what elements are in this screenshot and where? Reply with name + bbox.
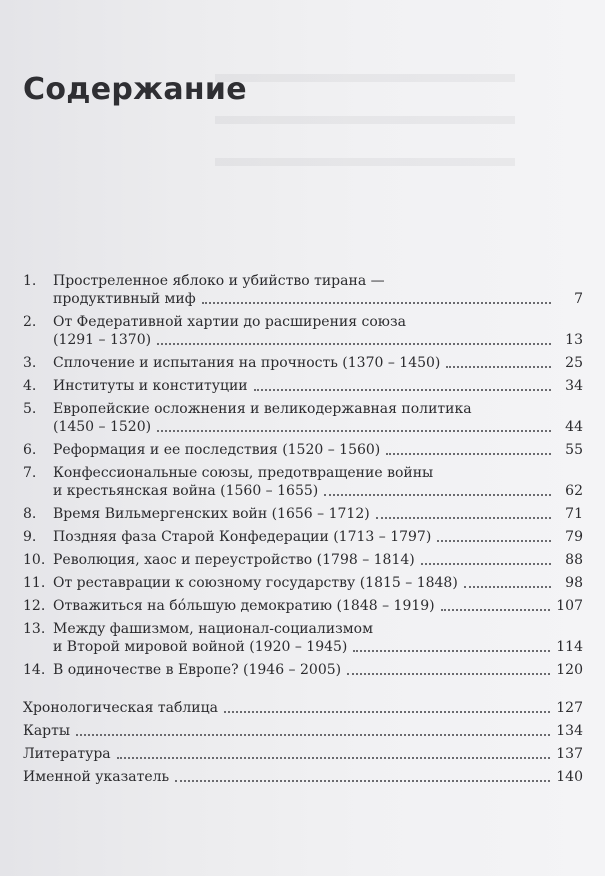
chapter-number: 14. <box>23 662 46 678</box>
page-number: 140 <box>556 769 583 785</box>
chapter-number: 13. <box>23 621 46 637</box>
toc-appendix-entry <box>23 745 583 763</box>
chapter-number: 9. <box>23 529 37 545</box>
show-through-decoration <box>215 58 515 188</box>
page-number: 107 <box>556 598 583 614</box>
toc-appendix-entry <box>23 722 583 740</box>
chapter-title-text: Между фашизмом, национал-социализмом <box>53 621 373 637</box>
page-number: 71 <box>565 506 583 522</box>
page-number: 13 <box>565 332 583 348</box>
dot-leader <box>224 701 550 713</box>
appendix-line <box>23 722 583 740</box>
chapter-title-line <box>53 464 583 482</box>
chapter-title-text: Конфессиональные союзы, предотвращение войны <box>53 465 434 481</box>
chapter-title-text: От реставрации к союзному государству (1815 – 1848) <box>53 575 458 591</box>
chapter-title-text: Европейские осложнения и великодержавная политика <box>53 401 472 417</box>
toc-entry <box>23 400 583 436</box>
chapter-title-line <box>53 551 583 569</box>
page-number: 7 <box>574 291 583 307</box>
page-number: 120 <box>556 662 583 678</box>
table-of-contents <box>23 272 583 786</box>
chapter-title <box>53 528 583 546</box>
chapter-title-line <box>53 597 583 615</box>
page-number: 55 <box>565 442 583 458</box>
chapter-number: 7. <box>23 465 37 481</box>
page-title: Содержание <box>23 72 247 108</box>
appendix-title <box>23 699 583 717</box>
chapter-title-text: Поздняя фаза Старой Конфедерации (1713 – 1797) <box>53 529 432 545</box>
dot-leader <box>157 420 551 432</box>
toc-entry <box>23 313 583 349</box>
page-number: 98 <box>565 575 583 591</box>
page-number: 137 <box>556 746 583 762</box>
toc-entry <box>23 354 583 372</box>
chapter-title-text: От Федеративной хартии до расширения союза <box>53 314 406 330</box>
chapter-title-text: и Второй мировой войной (1920 – 1945) <box>53 639 348 655</box>
chapter-title <box>53 354 583 372</box>
dot-leader <box>202 292 551 304</box>
toc-appendix-entry <box>23 768 583 786</box>
toc-entry <box>23 464 583 500</box>
chapter-title-text: Отважиться на бóльшую демократию (1848 – 1919) <box>53 598 435 614</box>
chapter-title-line <box>53 661 583 679</box>
appendix-line <box>23 768 583 786</box>
chapter-title-line <box>53 331 583 349</box>
chapter-title <box>53 464 583 500</box>
section-gap <box>23 679 583 699</box>
chapter-title-line <box>53 441 583 459</box>
page-number: 44 <box>565 419 583 435</box>
chapter-number: 5. <box>23 401 37 417</box>
chapter-title-line <box>53 620 583 638</box>
chapter-title-line <box>53 354 583 372</box>
chapter-title <box>53 377 583 395</box>
chapter-title <box>53 661 583 679</box>
page-number: 88 <box>565 552 583 568</box>
chapter-title <box>53 505 583 523</box>
chapter-title <box>53 551 583 569</box>
chapter-title-text: (1450 – 1520) <box>53 419 152 435</box>
dot-leader <box>117 747 551 759</box>
toc-entry <box>23 377 583 395</box>
dot-leader <box>324 484 551 496</box>
chapter-title <box>53 313 583 349</box>
appendix-label: Литература <box>23 746 111 762</box>
chapter-number: 2. <box>23 314 37 330</box>
toc-entry <box>23 551 583 569</box>
toc-entry <box>23 505 583 523</box>
chapter-title-line <box>53 574 583 592</box>
chapter-number: 6. <box>23 442 37 458</box>
dot-leader <box>386 443 551 455</box>
chapter-title-line <box>53 290 583 308</box>
chapter-title-line <box>53 377 583 395</box>
chapter-title <box>53 272 583 308</box>
chapter-title-line <box>53 638 583 656</box>
appendix-line <box>23 745 583 763</box>
chapter-title-line <box>53 400 583 418</box>
chapter-title-line <box>53 482 583 500</box>
page-number: 127 <box>556 700 583 716</box>
page-number: 34 <box>565 378 583 394</box>
chapter-title-line <box>53 418 583 436</box>
chapter-title-text: Реформация и ее последствия (1520 – 1560) <box>53 442 381 458</box>
toc-entry <box>23 661 583 679</box>
chapter-title-line <box>53 505 583 523</box>
dot-leader <box>437 530 551 542</box>
chapter-title <box>53 574 583 592</box>
page-number: 114 <box>556 639 583 655</box>
chapter-number: 12. <box>23 598 46 614</box>
chapter-title-line <box>53 272 583 290</box>
dot-leader <box>76 724 550 736</box>
chapter-number: 1. <box>23 273 37 289</box>
toc-entry <box>23 620 583 656</box>
chapter-title-text: (1291 – 1370) <box>53 332 152 348</box>
chapter-title-text: Институты и конституции <box>53 378 248 394</box>
chapter-number: 3. <box>23 355 37 371</box>
chapter-title-line <box>53 528 583 546</box>
chapter-title-text: продуктивный миф <box>53 291 196 307</box>
page-number: 62 <box>565 483 583 499</box>
appendix-label: Хронологическая таблица <box>23 700 218 716</box>
dot-leader <box>347 663 550 675</box>
appendix-label: Карты <box>23 723 71 739</box>
toc-entry <box>23 441 583 459</box>
chapter-number: 8. <box>23 506 37 522</box>
chapter-title-text: Время Вильмергенских войн (1656 – 1712) <box>53 506 370 522</box>
dot-leader <box>254 379 551 391</box>
chapter-title-text: и крестьянская война (1560 – 1655) <box>53 483 319 499</box>
appendix-title <box>23 745 583 763</box>
appendix-line <box>23 699 583 717</box>
chapter-title-text: В одиночестве в Европе? (1946 – 2005) <box>53 662 342 678</box>
chapter-title-text: Простреленное яблоко и убийство тирана — <box>53 273 385 289</box>
chapter-title <box>53 400 583 436</box>
toc-entry <box>23 528 583 546</box>
chapter-title-text: Сплочение и испытания на прочность (1370 – 1450) <box>53 355 441 371</box>
toc-entry <box>23 574 583 592</box>
toc-entry <box>23 597 583 615</box>
appendix-title <box>23 768 583 786</box>
dot-leader <box>157 333 551 345</box>
chapter-title <box>53 597 583 615</box>
toc-appendix-entry <box>23 699 583 717</box>
chapter-number: 4. <box>23 378 37 394</box>
dot-leader <box>175 770 550 782</box>
dot-leader <box>421 553 551 565</box>
chapter-title <box>53 441 583 459</box>
toc-entry <box>23 272 583 308</box>
page-number: 25 <box>565 355 583 371</box>
appendix-label: Именной указатель <box>23 769 170 785</box>
page-number: 134 <box>556 723 583 739</box>
dot-leader <box>464 576 551 588</box>
page-number: 79 <box>565 529 583 545</box>
dot-leader <box>446 356 551 368</box>
chapter-title <box>53 620 583 656</box>
dot-leader <box>441 599 551 611</box>
dot-leader <box>353 640 550 652</box>
dot-leader <box>376 507 551 519</box>
chapter-title-text: Революция, хаос и переустройство (1798 – 1814) <box>53 552 415 568</box>
chapter-number: 11. <box>23 575 46 591</box>
chapter-number: 10. <box>23 552 46 568</box>
appendix-title <box>23 722 583 740</box>
chapter-title-line <box>53 313 583 331</box>
